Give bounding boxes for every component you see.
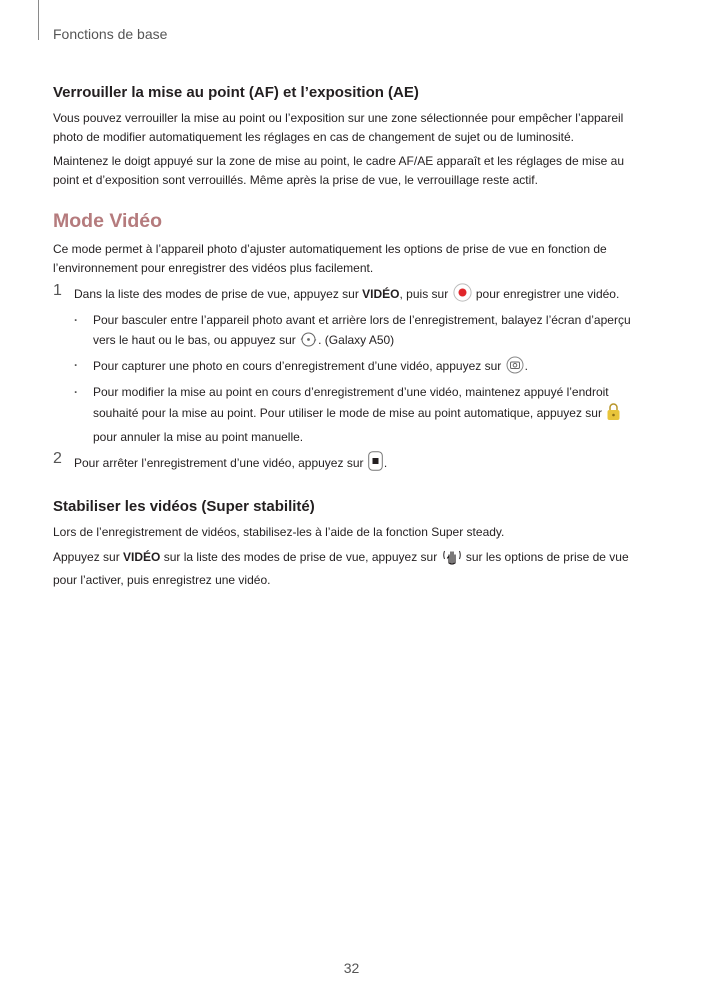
tip-text-end: pour annuler la mise au point manuelle. [93, 429, 304, 444]
video-tips-list [53, 311, 648, 447]
stab-text-end: sur les options de prise de vue pour l’activer, puis enregistrez une vidéo. [53, 550, 629, 587]
video-mode-intro: Ce mode permet à l’appareil photo d’ajuster automatiquement les options de prise de vue en fonction de l’environnement pour enregistrer des vidéos plus facilement. [53, 242, 607, 275]
stab-text: Appuyez sur [53, 550, 124, 564]
step-1 [53, 283, 648, 308]
super-steady-icon [442, 547, 462, 571]
af-ae-paragraph-2: Maintenez le doigt appuyé sur la zone de mise au point, le cadre AF/AE apparaît et les réglages de mise au point et d’exposition sont verrouillés. Même après la prise de vue, le verrouillage reste actif. [53, 154, 625, 187]
lock-icon [606, 402, 621, 428]
stabilization-section [53, 498, 648, 590]
step-number: 1 [53, 282, 62, 299]
step-1-text: Dans la liste des modes de prise de vue, appuyez sur [74, 287, 363, 301]
page-number: 32 [343, 960, 360, 976]
tip-text-end: . (Galaxy A50) [318, 332, 395, 347]
stabilization-heading: Stabiliser les vidéos (Super stabilité) [53, 498, 315, 515]
step-1-text-end: pour enregistrer une vidéo. [472, 287, 620, 301]
capture-icon [506, 356, 524, 381]
tip-focus-lock [93, 383, 648, 448]
page-corner-rule [38, 0, 39, 40]
step-2-text: Pour arrêter l’enregistrement d’une vidéo, appuyez sur [74, 456, 367, 470]
stabilization-paragraph-2 [53, 547, 648, 590]
video-mode-title: Mode Vidéo [53, 210, 163, 232]
stop-icon [368, 451, 383, 477]
video-mode-section [53, 210, 648, 477]
switch-camera-icon [300, 331, 317, 355]
tip-capture-photo [93, 356, 648, 381]
stab-text-cont: sur la liste des modes de prise de vue, appuyez sur [160, 550, 441, 564]
step-1-text-cont: , puis sur [399, 287, 452, 301]
step-number: 2 [53, 450, 62, 467]
page-content [53, 84, 648, 595]
video-mode-label: VIDÉO [123, 550, 161, 564]
step-2-text-end: . [383, 456, 388, 470]
tip-switch-camera [93, 311, 648, 354]
record-icon [453, 283, 472, 308]
tip-text: Pour capturer une photo en cours d’enregistrement d’une vidéo, appuyez sur [93, 359, 505, 373]
step-2 [53, 451, 648, 477]
tip-text-end: . [524, 359, 528, 373]
running-header: Fonctions de base [53, 26, 168, 42]
af-ae-heading: Verrouiller la mise au point (AF) et l’exposition (AE) [53, 84, 419, 101]
af-ae-paragraph-1: Vous pouvez verrouiller la mise au point ou l’exposition sur une zone sélectionnée pour empêcher l’appareil photo de modifier automatiquement les réglages en cas de changement de sujet ou de luminosité. [53, 111, 624, 144]
tip-text: Pour basculer entre l’appareil photo avant et arrière lors de l’enregistrement, balayez l’écran d’aperçu vers le haut ou le bas, ou appuyez sur [93, 313, 631, 347]
stabilization-paragraph-1: Lors de l’enregistrement de vidéos, stabilisez-les à l’aide de la fonction Super steady. [53, 525, 505, 539]
tip-text: Pour modifier la mise au point en cours d’enregistrement d’une vidéo, maintenez appuyé l’endroit souhaité pour la mise au point. Pour utiliser le mode de mise au point automatique, appuyez sur [93, 384, 609, 420]
video-mode-label: VIDÉO [362, 287, 400, 301]
